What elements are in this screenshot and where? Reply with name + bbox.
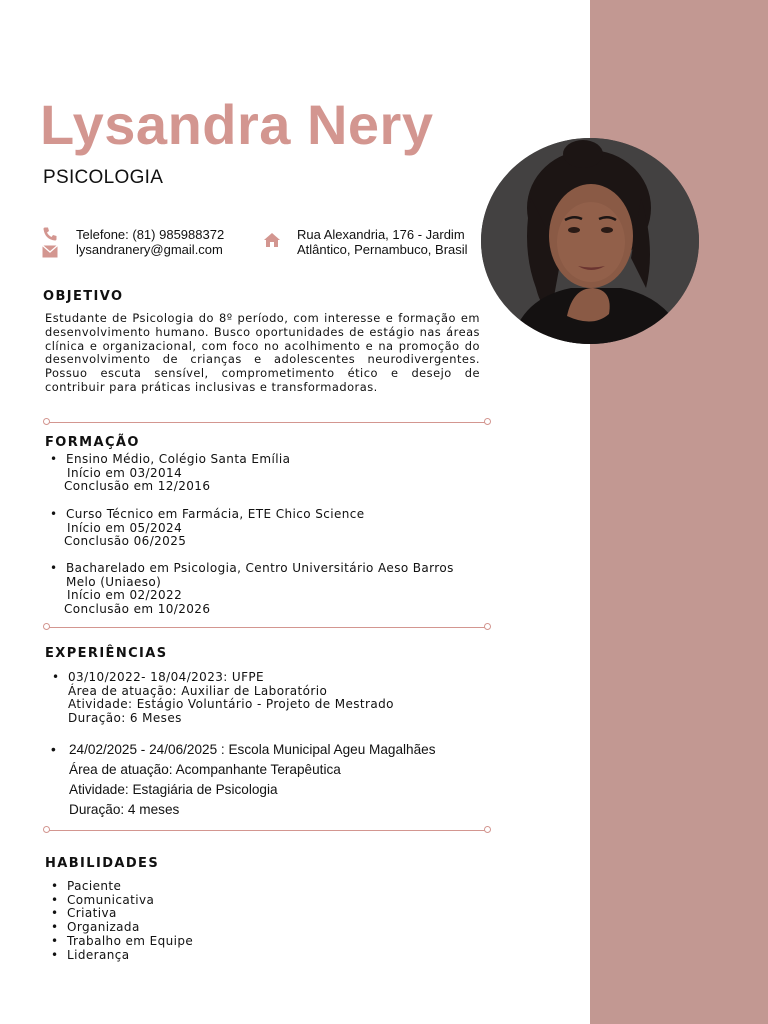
candidate-name: Lysandra Nery (40, 93, 434, 156)
experience-duration: Duração: 4 meses (69, 802, 180, 817)
experience-area: Área de atuação: Auxiliar de Laboratório (68, 683, 328, 698)
section-divider (43, 623, 491, 631)
experience-item: • 03/10/2022- 18/04/2023: UFPE Área de atuação: Auxiliar de Laboratório Atividade: Estágio Voluntário - Projeto de Mestrado Duração: 6 Meses (52, 670, 394, 726)
experience-activity: Atividade: Estágio Voluntário - Projeto de Mestrado (68, 697, 394, 712)
profile-photo (481, 138, 699, 344)
skill-item: • Paciente (51, 879, 122, 893)
education-start: Início em 03/2014 (67, 465, 183, 480)
address-line-1: Rua Alexandria, 176 - Jardim (297, 227, 465, 242)
skill-item: • Liderança (51, 947, 130, 962)
experience-period: 24/02/2025 - 24/06/2025 : Escola Municipal Ageu Magalhães (69, 742, 436, 757)
home-icon (263, 232, 281, 248)
education-end: Conclusão em 10/2026 (64, 602, 211, 617)
experience-period: 03/10/2022- 18/04/2023: UFPE (68, 670, 265, 684)
address-line-2: Atlântico, Pernambuco, Brasil (297, 242, 468, 257)
phone-number: Telefone: (81) 985988372 (76, 227, 225, 242)
experience-title: EXPERIÊNCIAS (45, 646, 168, 661)
skill-item: • Criativa (51, 906, 117, 921)
experience-duration: Duração: 6 Meses (68, 711, 182, 726)
experience-area: Área de atuação: Acompanhante Terapêutica (69, 762, 341, 777)
skills-title: HABILIDADES (45, 856, 160, 871)
education-start: Início em 05/2024 (67, 520, 183, 535)
education-degree-cont: Melo (Uniaeso) (66, 574, 162, 589)
section-divider (43, 418, 491, 426)
objective-text: Estudante de Psicologia do 8º período, com interesse e formação em desenvolvimento humano. Busco oportunidades de estágio nas áreas clínica e organizacional, com foco no acolhimento e na promoção do desenvolvimento de crianças e adolescentes neurodivergentes. Possuo escuta sensível, comprometimento ético e desejo de contribuir para práticas inclusivas e transformadoras. (45, 311, 480, 394)
skills-list (51, 879, 194, 962)
education-end: Conclusão 06/2025 (64, 534, 187, 549)
education-degree: Bacharelado em Psicologia, Centro Universitário Aeso Barros (66, 561, 454, 575)
education-item: • Curso Técnico em Farmácia, ETE Chico Science Início em 05/2024 Conclusão 06/2025 (50, 507, 365, 549)
education-item: • Ensino Médio, Colégio Santa Emília Início em 03/2014 Conclusão em 12/2016 (50, 452, 291, 494)
education-item: • Bacharelado em Psicologia, Centro Universitário Aeso Barros Melo (Uniaeso) Início em 02/2022 Conclusão em 10/2026 (50, 561, 454, 617)
objective-title: OBJETIVO (43, 289, 124, 304)
mail-icon (42, 245, 58, 258)
education-title: FORMAÇÃO (45, 435, 140, 450)
education-start: Início em 02/2022 (67, 588, 183, 603)
phone-icon (42, 226, 58, 242)
skill-item: • Trabalho em Equipe (51, 933, 194, 948)
profession-subtitle: PSICOLOGIA (43, 167, 164, 188)
skill-item: • Comunicativa (51, 892, 155, 907)
skill-item: • Organizada (51, 920, 140, 935)
education-degree: Curso Técnico em Farmácia, ETE Chico Science (66, 507, 365, 521)
education-degree: Ensino Médio, Colégio Santa Emília (66, 452, 291, 466)
section-divider (43, 826, 491, 834)
experience-item: • 24/02/2025 - 24/06/2025 : Escola Municipal Ageu Magalhães Área de atuação: Acompanhante Terapêutica Atividade: Estagiária de Psicologia Duração: 4 meses (69, 740, 436, 820)
education-end: Conclusão em 12/2016 (64, 479, 211, 494)
email-address: lysandranery@gmail.com (76, 242, 223, 257)
experience-activity: Atividade: Estagiária de Psicologia (69, 782, 278, 797)
